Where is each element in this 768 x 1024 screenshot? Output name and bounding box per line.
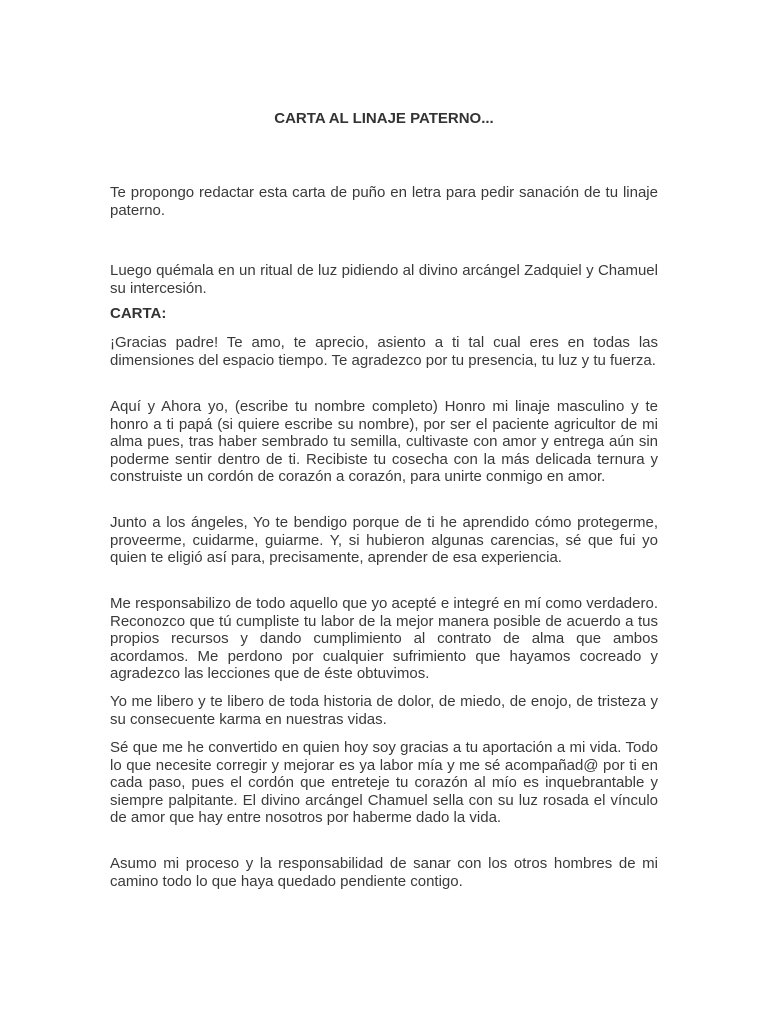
- letter-paragraph-2: Aquí y Ahora yo, (escribe tu nombre completo) Honro mi linaje masculino y te honro a ti papá (si quiere escribe su nombre), por ser el paciente agricultor de mi alma pues, tras haber sembrado tu semilla, cultivaste con amor y entrega aún sin poderme sentir dentro de ti. Recibiste tu cosecha con la más delicada ternura y construiste un cordón de corazón a corazón, para unirte conmigo en amor.: [110, 398, 658, 485]
- letter-paragraph-3: Junto a los ángeles, Yo te bendigo porque de ti he aprendido cómo protegerme, proveerme, cuidarme, guiarme. Y, si hubieron algunas carencias, sé que fui yo quien te eligió así para, precisamente, aprender de esa experiencia.: [110, 514, 658, 566]
- letter-paragraph-4: Me responsabilizo de todo aquello que yo acepté e integré en mí como verdadero. Reconozco que tú cumpliste tu labor de la mejor manera posible de acuerdo a tus propios recursos y dando cumplimiento al contrato de alma que ambos acordamos. Me perdono por cualquier sufrimiento que hayamos cocreado y agradezco las lecciones que de éste obtuvimos.: [110, 595, 658, 682]
- letter-paragraph-7: Asumo mi proceso y la responsabilidad de sanar con los otros hombres de mi camino todo lo que haya quedado pendiente contigo.: [110, 855, 658, 890]
- letter-heading: CARTA:: [110, 305, 167, 322]
- letter-paragraph-6: Sé que me he convertido en quien hoy soy gracias a tu aportación a mi vida. Todo lo que necesite corregir y mejorar es ya labor mía y me sé acompañad@ por ti en cada paso, pues el cordón que entreteje tu corazón al mío es inquebrantable y siempre palpitante. El divino arcángel Chamuel sella con su luz rosada el vínculo de amor que hay entre nosotros por haberme dado la vida.: [110, 739, 658, 826]
- document-title: CARTA AL LINAJE PATERNO...: [274, 110, 494, 127]
- letter-paragraph-1: ¡Gracias padre! Te amo, te aprecio, asiento a ti tal cual eres en todas las dimensiones del espacio tiempo. Te agradezco por tu presencia, tu luz y tu fuerza.: [110, 334, 658, 369]
- ritual-paragraph: Luego quémala en un ritual de luz pidiendo al divino arcángel Zadquiel y Chamuel su intercesión.: [110, 262, 658, 297]
- intro-paragraph: Te propongo redactar esta carta de puño en letra para pedir sanación de tu linaje paterno.: [110, 184, 658, 219]
- letter-paragraph-5: Yo me libero y te libero de toda historia de dolor, de miedo, de enojo, de tristeza y su consecuente karma en nuestras vidas.: [110, 693, 658, 728]
